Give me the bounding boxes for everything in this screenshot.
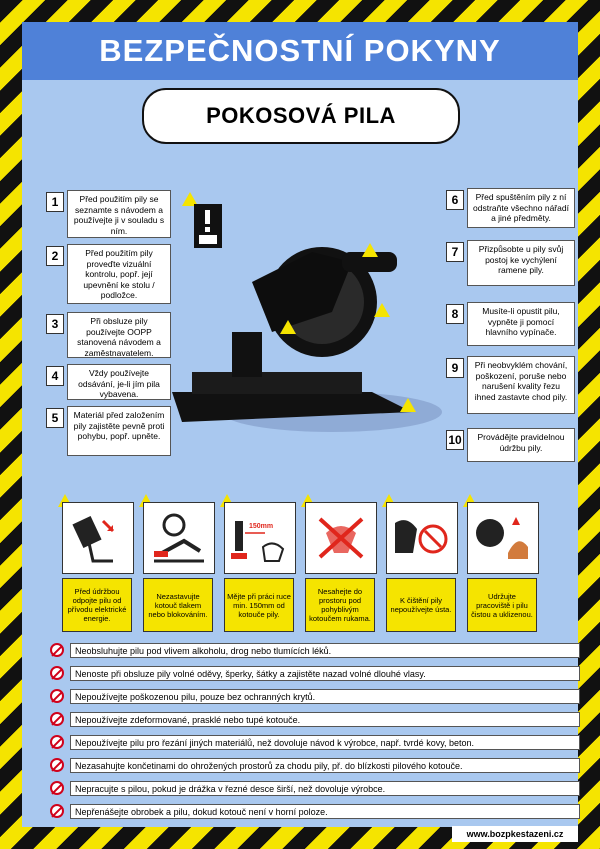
footer-url: www.bozpkestazeni.cz (452, 826, 578, 842)
rule-text: Přizpůsobte u pily svůj postoj ke vychýlení ramene pily. (467, 240, 575, 286)
rule-text: Materiál před založením pily zajistěte pevně proti pohybu, popř. upněte. (67, 406, 171, 456)
prohibition-icon (50, 735, 64, 749)
prohibition-text: Nepracujte s pilou, pokud je drážka v řezné desce širší, než dovoluje výrobce. (70, 781, 580, 796)
rule-number: 9 (446, 358, 464, 378)
blocking-icon (143, 502, 215, 574)
prohibition-icon (50, 804, 64, 818)
prohibition-item (50, 803, 580, 819)
rule-text: Při neobvyklém chování, poškození, poruše nebo narušení kvality řezu ihned zastavte chod pily. (467, 356, 575, 414)
rule-text: Před použitím pily se seznamte s návodem a používejte ji v souladu s ním. (67, 190, 171, 238)
prohibition-text: Nepoužívejte zdeformované, prasklé nebo tupé kotouče. (70, 712, 580, 727)
prohibition-text: Nepoužívejte poškozenou pilu, pouze bez ochranných krytů. (70, 689, 580, 704)
prohibition-item (50, 711, 580, 727)
poster-title: BEZPEČNOSTNÍ POKYNY (99, 33, 501, 68)
prohibition-item (50, 642, 580, 658)
prohibition-icon (50, 689, 64, 703)
pictogram-caption: Před údržbou odpojte pilu od přívodu elektrické energie. (62, 578, 132, 632)
prohibition-icon (50, 712, 64, 726)
rule-2 (46, 244, 171, 304)
rule-text: Při obsluze pily používejte OOPP stanovená návodem a zaměstnavatelem. (67, 312, 171, 358)
rule-number: 3 (46, 314, 64, 334)
title-bar (22, 22, 578, 80)
rule-text: Musíte-li opustit pilu, vypněte ji pomocí hlavního vypínače. (467, 302, 575, 346)
pictogram-caption: Mějte při práci ruce min. 150mm od kotouče pily. (224, 578, 294, 632)
rule-7 (446, 240, 575, 286)
prohibition-text: Neobsluhujte pilu pod vlivem alkoholu, drog nebo tlumících léků. (70, 643, 580, 658)
no-mouth-icon (386, 502, 458, 574)
rule-number: 1 (46, 192, 64, 212)
no-hands-icon (305, 502, 377, 574)
pictogram-caption: Udržujte pracoviště i pilu čistou a uklizenou. (467, 578, 537, 632)
prohibition-icon (50, 758, 64, 772)
poster-subtitle: POKOSOVÁ PILA (206, 103, 396, 128)
poster-panel (22, 22, 578, 827)
prohibition-item (50, 780, 580, 796)
prohibition-item (50, 757, 580, 773)
prohibition-text: Nenoste při obsluze pily volné oděvy, šperky, šátky a zajistěte nazad volné dlouhé vlasy. (70, 666, 580, 681)
pictogram-caption: Nezastavujte kotouč tlakem nebo blokováním. (143, 578, 213, 632)
rule-text: Vždy používejte odsávání, je-li jím pila vybavena. (67, 364, 171, 400)
rule-text: Před spuštěním pily z ní odstraňte všechno nářadí a jiné předměty. (467, 188, 575, 228)
rule-9 (446, 356, 575, 414)
rule-text: Před použitím pily proveďte vizuální kontrolu, popř. její upevnění ke stolu / podložce. (67, 244, 171, 304)
rule-number: 4 (46, 366, 64, 386)
rule-6 (446, 188, 575, 228)
subtitle-box (142, 88, 460, 144)
prohibition-item (50, 665, 580, 681)
distance-icon (224, 502, 296, 574)
rule-number: 7 (446, 242, 464, 262)
rule-10 (446, 428, 575, 462)
pictogram-caption: Nesahejte do prostoru pod pohyblivým kotoučem rukama. (305, 578, 375, 632)
rule-3 (46, 312, 171, 358)
pictogram-caption: K čištění pily nepoužívejte ústa. (386, 578, 456, 632)
unplug-icon (62, 502, 134, 574)
prohibition-icon (50, 643, 64, 657)
rule-1 (46, 190, 171, 238)
prohibition-icon (50, 781, 64, 795)
clean-icon (467, 502, 539, 574)
rule-8 (446, 302, 575, 346)
prohibition-item (50, 688, 580, 704)
rule-text: Provádějte pravidelnou údržbu pily. (467, 428, 575, 462)
rule-4 (46, 364, 171, 400)
rule-number: 8 (446, 304, 464, 324)
miter-saw-illustration (162, 222, 442, 442)
rule-number: 10 (446, 430, 464, 450)
prohibition-text: Nepřenášejte obrobek a pilu, dokud kotouč není v horní poloze. (70, 804, 580, 819)
distance-label: 150mm (249, 523, 274, 530)
prohibition-text: Nepoužívejte pilu pro řezání jiných materiálů, než dovoluje návod k výrobce, např. tvrdé kovy, beton. (70, 735, 580, 750)
rule-number: 5 (46, 408, 64, 428)
rule-number: 6 (446, 190, 464, 210)
rule-5 (46, 406, 171, 456)
prohibition-text: Nezasahujte končetinami do ohrožených prostorů za chodu pily, př. do blízkosti pilového kotouče. (70, 758, 580, 773)
prohibition-item (50, 734, 580, 750)
rule-number: 2 (46, 246, 64, 266)
prohibition-icon (50, 666, 64, 680)
